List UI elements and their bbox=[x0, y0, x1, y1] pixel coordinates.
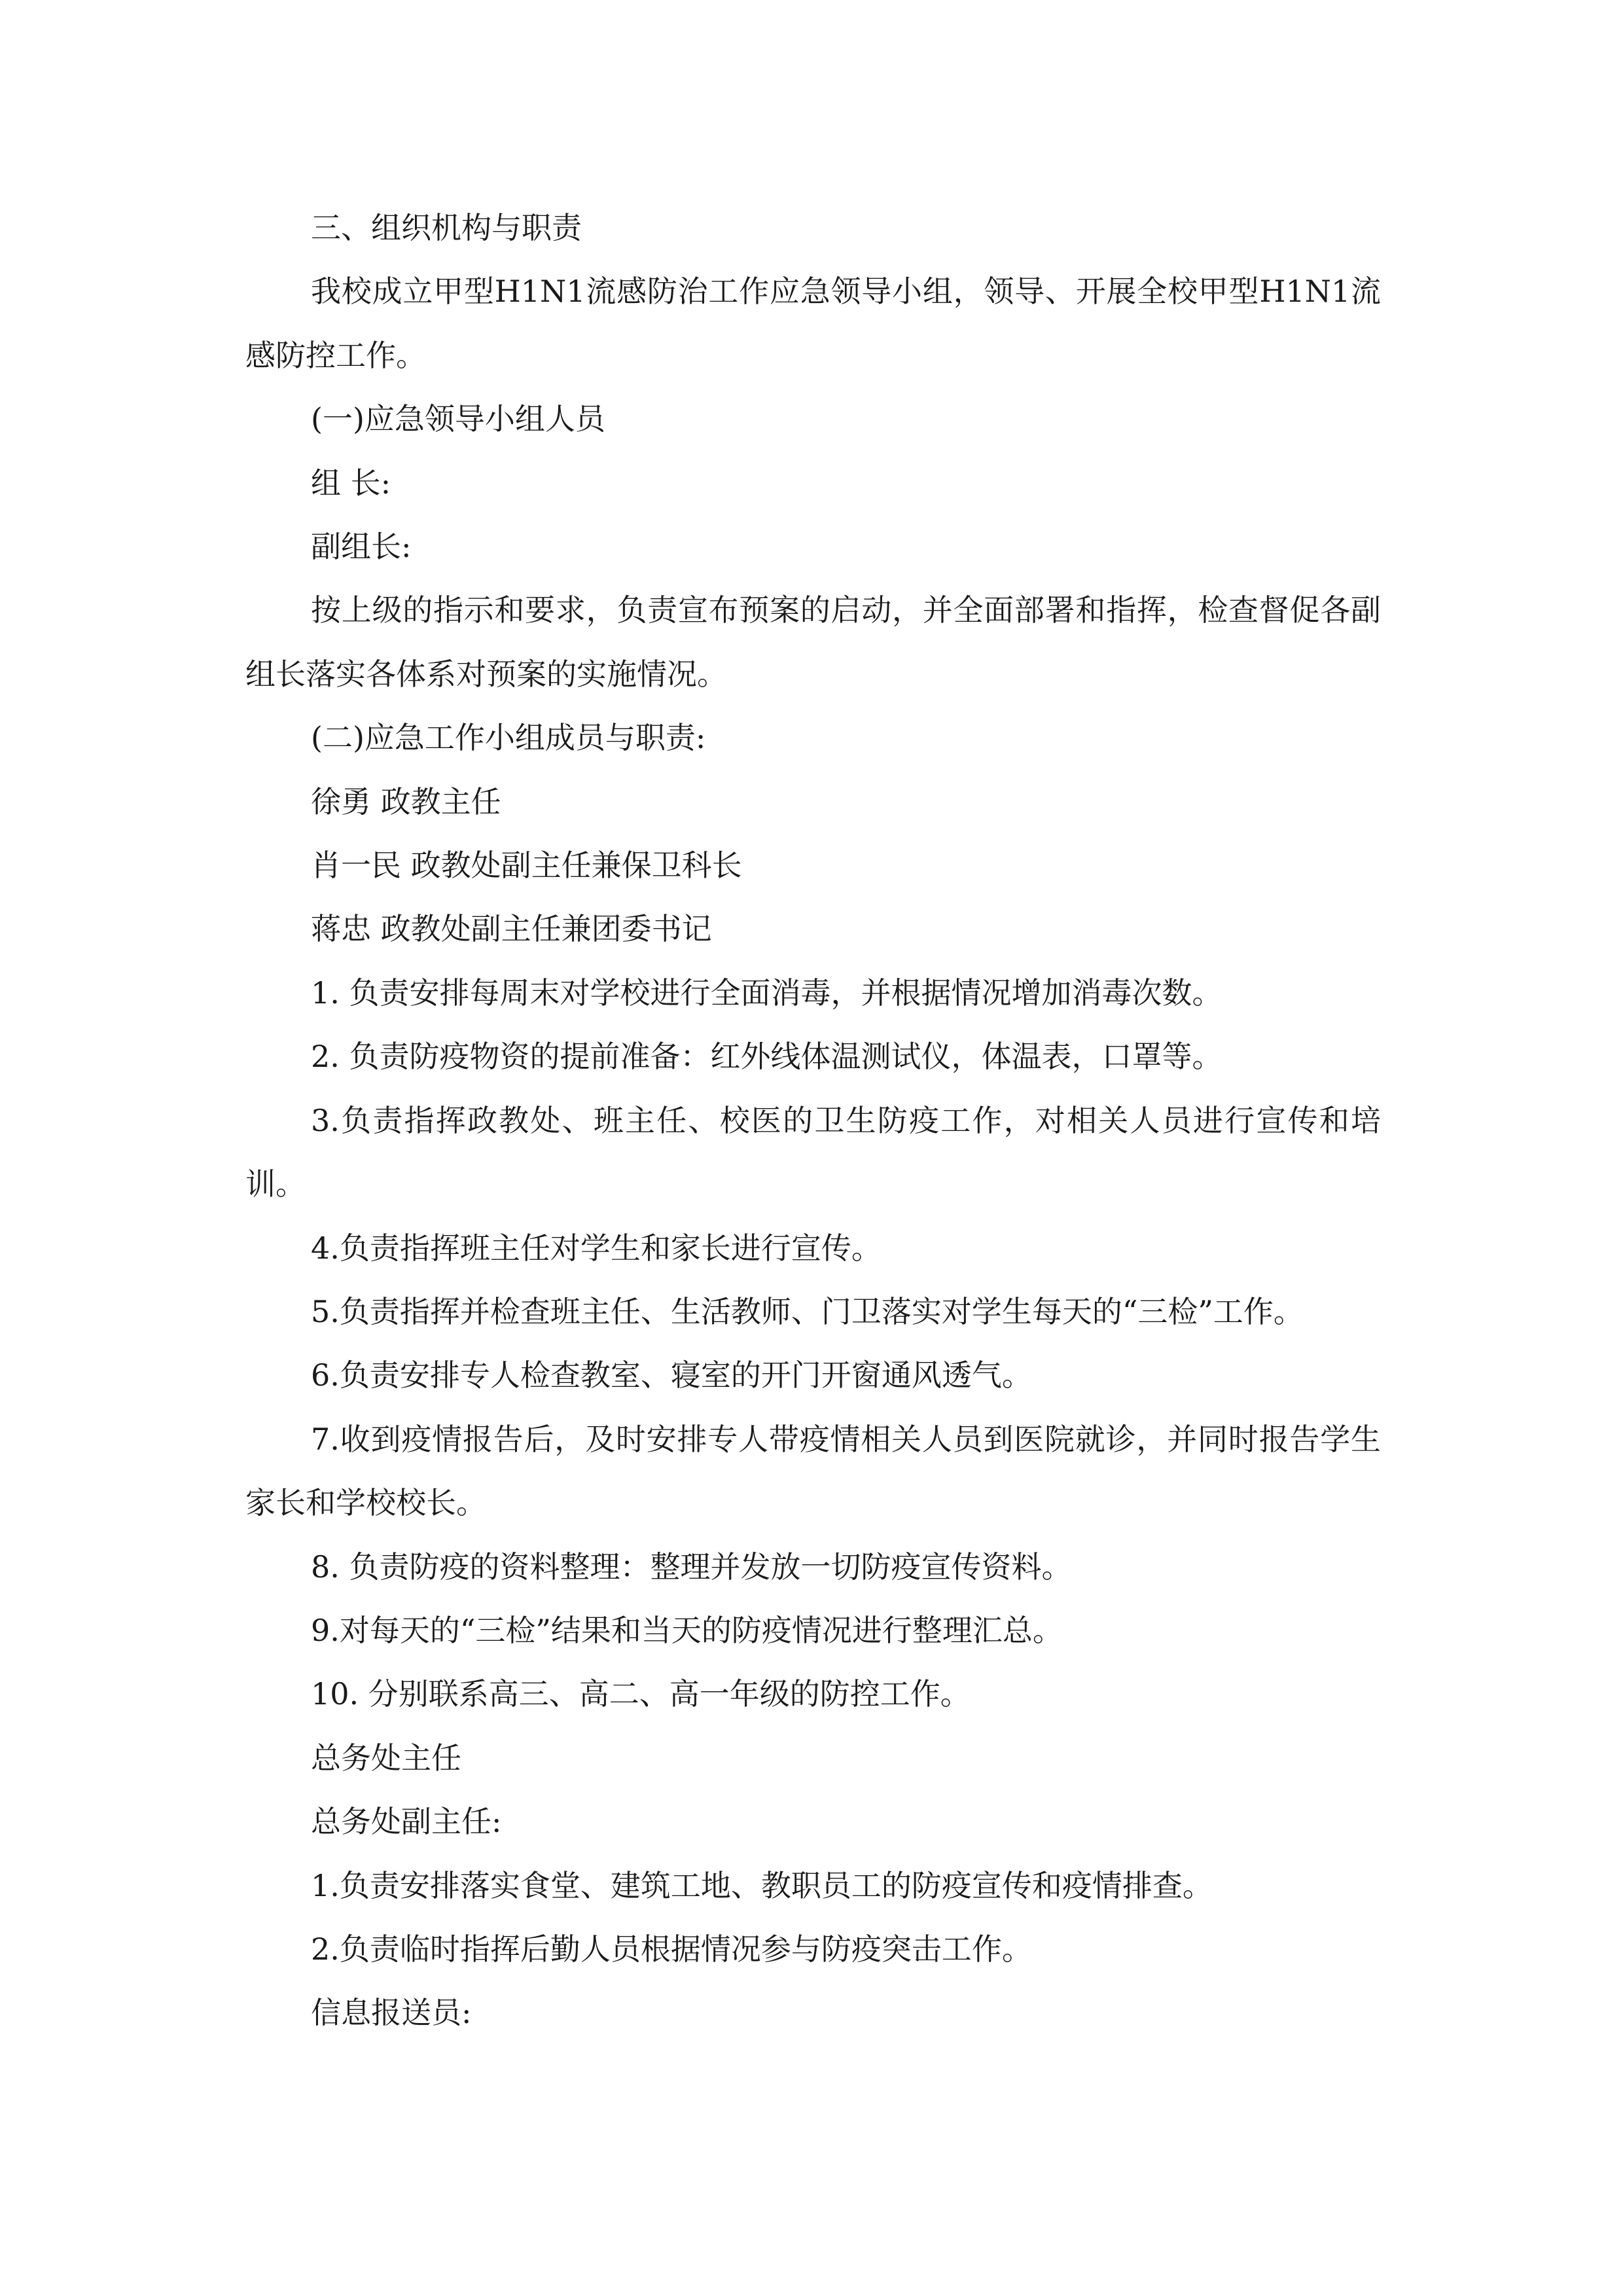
paragraph: 按上级的指示和要求，负责宣布预案的启动，并全面部署和指挥，检查督促各副组长落实各体系对预案的实施情况。 bbox=[245, 592, 1381, 692]
member-line: 总务处副主任: bbox=[311, 1804, 502, 1840]
paragraph: 组 长: bbox=[311, 465, 391, 501]
subsection-heading: (二)应急工作小组成员与职责: bbox=[311, 720, 706, 756]
paragraph: 我校成立甲型H1N1流感防治工作应急领导小组，领导、开展全校甲型H1N1流感防控工作。 bbox=[245, 274, 1381, 373]
duty-item: 1.负责安排落实食堂、建筑工地、教职员工的防疫宣传和疫情排查。 bbox=[311, 1867, 1213, 1903]
duty-item: 7.收到疫情报告后，及时安排专人带疫情相关人员到医院就诊，并同时报告学生家长和学校校长。 bbox=[245, 1421, 1381, 1521]
paragraph: 副组长: bbox=[311, 529, 412, 565]
member-line: 蒋忠 政教处副主任兼团委书记 bbox=[311, 911, 712, 947]
member-line: 肖一民 政教处副主任兼保卫科长 bbox=[311, 848, 742, 884]
duty-item: 8. 负责防疫的资料整理：整理并发放一切防疫宣传资料。 bbox=[311, 1549, 1072, 1585]
duty-item: 4.负责指挥班主任对学生和家长进行宣传。 bbox=[311, 1230, 882, 1266]
member-line: 总务处主任 bbox=[311, 1740, 461, 1776]
duty-item: 9.对每天的“三检”结果和当天的防疫情况进行整理汇总。 bbox=[311, 1612, 1063, 1648]
duty-item: 1. 负责安排每周末对学校进行全面消毒，并根据情况增加消毒次数。 bbox=[311, 975, 1222, 1011]
subsection-heading: (一)应急领导小组人员 bbox=[311, 401, 605, 437]
duty-item: 3.负责指挥政教处、班主任、校医的卫生防疫工作，对相关人员进行宣传和培训。 bbox=[245, 1102, 1381, 1202]
member-line: 信息报送员: bbox=[311, 1995, 472, 2031]
duty-item: 2.负责临时指挥后勤人员根据情况参与防疫突击工作。 bbox=[311, 1931, 1032, 1967]
document-body bbox=[245, 196, 1381, 2045]
duty-item: 2. 负责防疫物资的提前准备：红外线体温测试仪，体温表，口罩等。 bbox=[311, 1039, 1222, 1075]
section-heading: 三、组织机构与职责 bbox=[311, 210, 582, 245]
duty-item: 10. 分别联系高三、高二、高一年级的防控工作。 bbox=[311, 1676, 971, 1712]
duty-item: 5.负责指挥并检查班主任、生活教师、门卫落实对学生每天的“三检”工作。 bbox=[311, 1293, 1304, 1329]
member-line: 徐勇 政教主任 bbox=[311, 783, 501, 819]
duty-item: 6.负责安排专人检查教室、寝室的开门开窗通风透气。 bbox=[311, 1357, 1032, 1393]
